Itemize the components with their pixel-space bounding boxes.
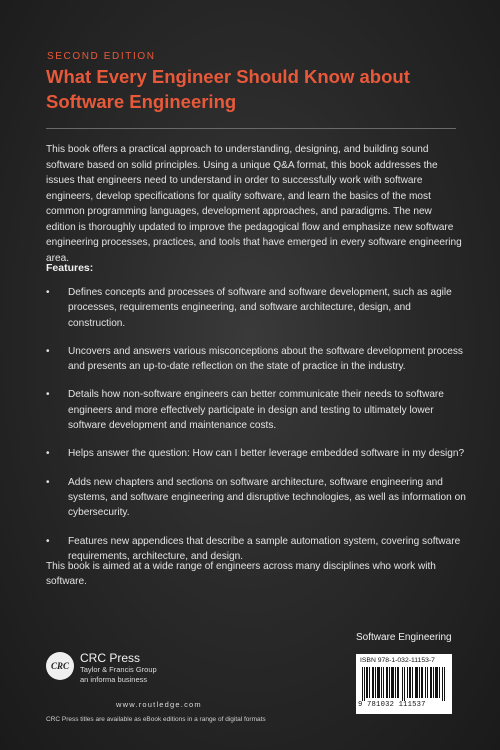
feature-text: Adds new chapters and sections on software architecture, software engineering and systems, and software engineering and disruptive technologies, as well as information on cybersecurity. (68, 476, 466, 519)
feature-text: Defines concepts and processes of software and software development, such as agile processes, requirements engineering, and software architecture, design, and construction. (68, 287, 452, 329)
barcode-digits: 9 781032 111537 (358, 701, 426, 709)
feature-item (46, 387, 466, 433)
feature-text: Uncovers and answers various misconceptions about the software development process and presents an up-to-date reflection on the state of practice in the industry. (68, 345, 463, 373)
publisher-name: CRC Press (80, 651, 141, 665)
category-label: Software Engineering (356, 632, 452, 643)
feature-item (46, 344, 466, 375)
bullet-icon: • (46, 389, 50, 401)
bullet-icon: • (46, 345, 50, 357)
publisher-website: www.routledge.com (116, 700, 202, 709)
intro-paragraph: This book offers a practical approach to understanding, designing, and building sound software based on solid principles. Using a unique Q&A format, this book addresses the issues that engineers need to understand in order to successfully work with software engineers, develop specifications for quality software, and learn the basics of the most common programming languages, development approaches, and paradigms. The new edition is thoroughly updated to improve the pedagogical flow and emphasize new software engineering processes, practices, and tools that have emerged in every software engineering area. (46, 144, 462, 264)
feature-item (46, 446, 466, 461)
bullet-icon: • (46, 448, 50, 460)
closing-paragraph: This book is aimed at a wide range of engineers across many disciplines who work with software. (46, 561, 436, 588)
edition-label: SECOND EDITION (47, 51, 156, 62)
isbn-barcode-box (356, 654, 452, 714)
publisher-group: Taylor & Francis Group (80, 665, 157, 674)
logo-mark-text: CRC (50, 661, 69, 671)
features-list (46, 285, 466, 577)
features-heading: Features: (46, 262, 94, 274)
book-title: What Every Engineer Should Know about Software Engineering (46, 66, 410, 112)
feature-item (46, 475, 466, 521)
bullet-icon: • (46, 535, 50, 547)
publisher-text (80, 651, 200, 685)
publisher-business: an informa business (80, 675, 148, 684)
ebook-note: CRC Press titles are available as eBook editions in a range of digital formats (46, 716, 266, 723)
feature-item (46, 285, 466, 331)
crc-logo-icon (46, 652, 74, 680)
bullet-icon: • (46, 287, 50, 298)
feature-text: Helps answer the question: How can I better leverage embedded software in my design? (68, 448, 465, 460)
isbn-label: ISBN 978-1-032-11153-7 (360, 657, 435, 664)
feature-text: Features new appendices that describe a sample automation system, covering software requirements, architecture, and design. (68, 535, 461, 562)
bullet-icon: • (46, 476, 50, 488)
title-divider (46, 128, 456, 129)
feature-text: Details how non-software engineers can better communicate their needs to software engineers and more effectively participate in design and testing to ultimately lower software development and maintenance costs. (68, 389, 444, 432)
barcode-icon (362, 667, 446, 701)
